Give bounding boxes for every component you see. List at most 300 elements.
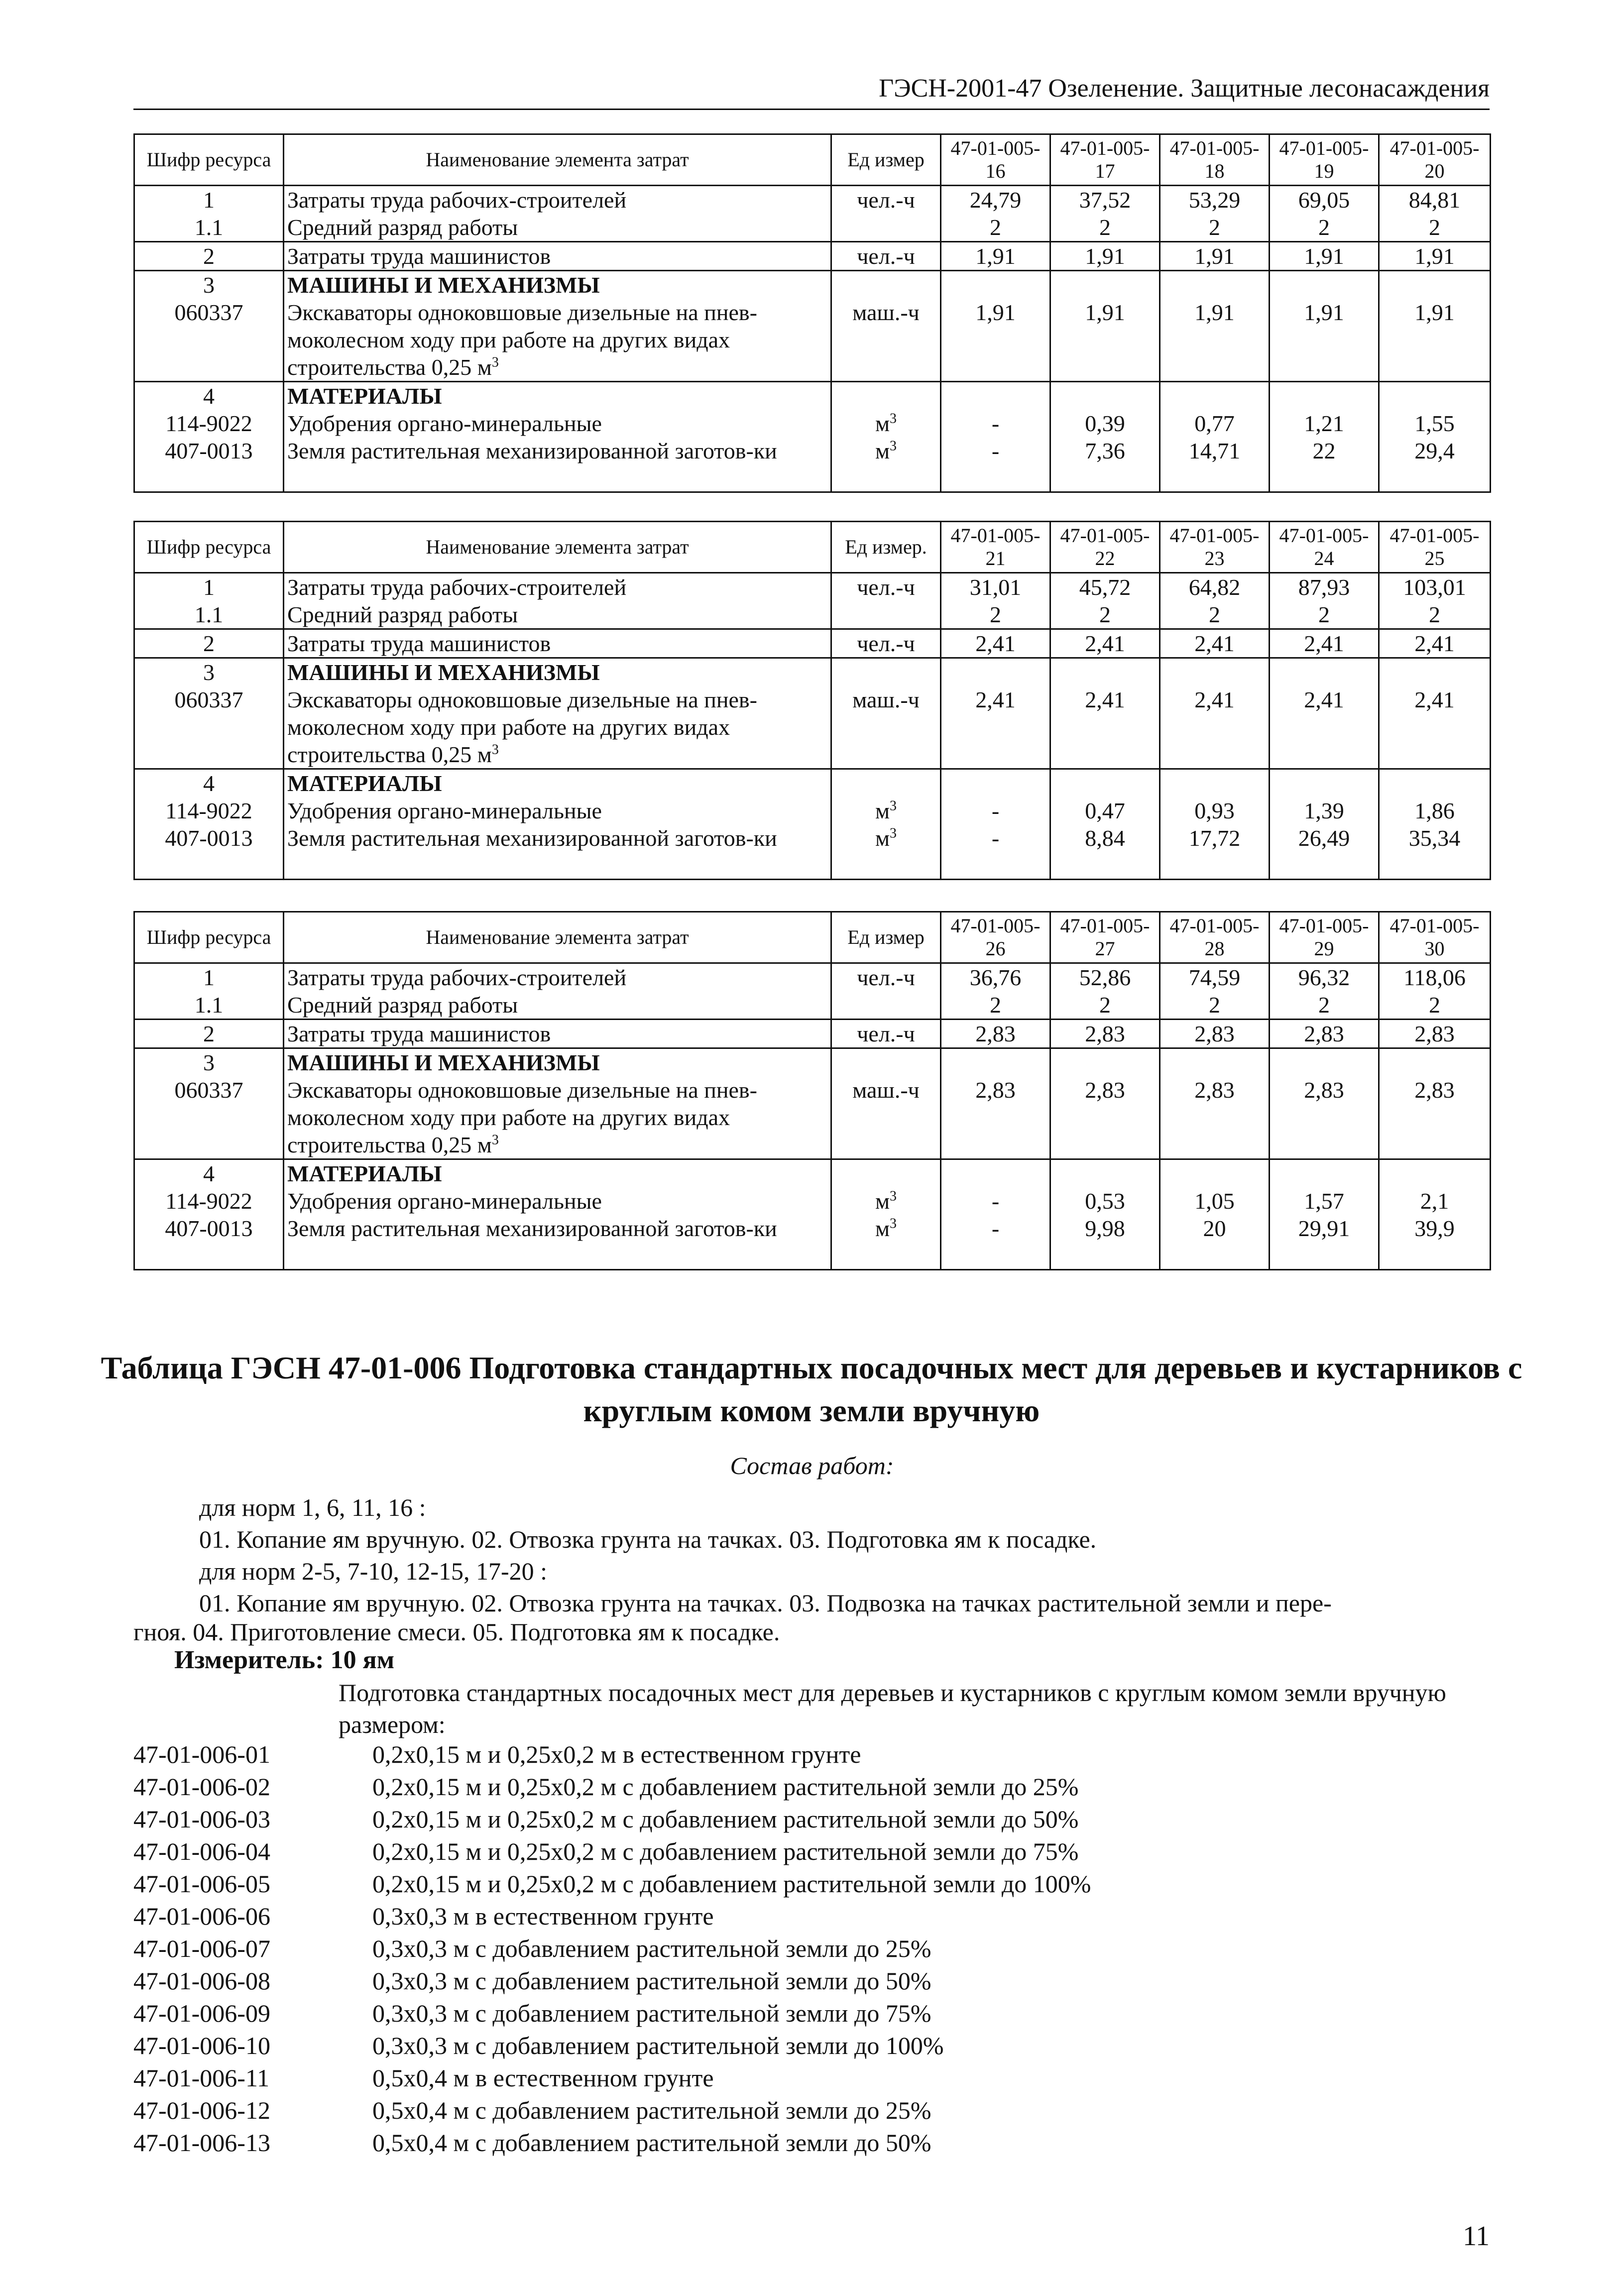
norm-text: 0,3х0,3 м с добавлением растительной земли до 25%: [372, 1935, 931, 1962]
machine-value: 2,41: [941, 686, 1050, 769]
materials-heading-value: [941, 1159, 1050, 1188]
machines-heading-row: [134, 658, 1491, 686]
resource-table: [133, 911, 1491, 1270]
materials-heading-row: [134, 769, 1491, 798]
labor-value: 37,52: [1050, 186, 1160, 214]
norm-code: 47-01-006-11: [133, 2064, 270, 2092]
table-header-row: [134, 134, 1491, 186]
superscript: 3: [890, 1188, 897, 1204]
norm-text: 0,3х0,3 м с добавлением растительной земли до 50%: [372, 1967, 931, 1995]
material-2-value: 14,71: [1160, 437, 1270, 492]
material-1-value: 1,57: [1270, 1187, 1379, 1215]
materials-heading-value: [1050, 1159, 1160, 1188]
machine-value: 1,91: [1160, 299, 1270, 382]
materials-heading-value: [941, 769, 1050, 798]
grade-value: 2: [1160, 601, 1270, 629]
machines-heading-value: [1160, 1048, 1270, 1077]
composition-group2-label: для норм 2-5, 7-10, 12-15, 17-20 :: [199, 1557, 548, 1585]
grade-code: 1.1: [134, 601, 284, 629]
grade-row: [134, 601, 1491, 629]
machines-heading-value: [1270, 1048, 1379, 1077]
material-2-value: 29,4: [1379, 437, 1491, 492]
composition-heading: Состав работ:: [730, 1452, 894, 1480]
header-norm-code: 47-01-005-22: [1050, 522, 1160, 573]
machine-value: 2,83: [941, 1076, 1050, 1159]
material-2-value: -: [941, 437, 1050, 492]
drivers-value: 2,83: [1160, 1020, 1270, 1048]
norm-row: [133, 1997, 1503, 2030]
drivers-row: [134, 1020, 1491, 1048]
material-2-value: 22: [1270, 437, 1379, 492]
header-norm-code: 47-01-005-18: [1160, 134, 1270, 186]
header-norm-code: 47-01-005-25: [1379, 522, 1491, 573]
material-1-value: 0,77: [1160, 410, 1270, 437]
machine-value: 2,41: [1270, 686, 1379, 769]
material-2-value: 29,91: [1270, 1215, 1379, 1269]
material-2-code: 407-0013: [134, 437, 284, 492]
drivers-value: 2,41: [1379, 629, 1491, 658]
machines-heading-value: [1050, 271, 1160, 299]
material-2-name: Земля растительная механизированной заготов-ки: [284, 437, 831, 492]
material-1-value: 1,21: [1270, 410, 1379, 437]
materials-heading-value: [1160, 382, 1270, 410]
machine-value: 2,83: [1160, 1076, 1270, 1159]
material-2-value: 8,84: [1050, 824, 1160, 879]
norm-row: [133, 1900, 1503, 1933]
material-2-value: 7,36: [1050, 437, 1160, 492]
composition-group1-label: для норм 1, 6, 11, 16 :: [199, 1493, 426, 1521]
materials-heading-value: [1270, 769, 1379, 798]
labor-value: 64,82: [1160, 573, 1270, 601]
machines-heading-unit: [831, 1048, 941, 1077]
header-norm-code: 47-01-005-27: [1050, 912, 1160, 963]
grade-value: 2: [1160, 214, 1270, 242]
machines-heading-value: [941, 1048, 1050, 1077]
header-unit: Ед измер: [831, 134, 941, 186]
machine-value: 2,41: [1160, 686, 1270, 769]
material-2-value: 26,49: [1270, 824, 1379, 879]
drivers-row: [134, 629, 1491, 658]
material-1-value: 1,86: [1379, 797, 1491, 824]
material-2-name: Земля растительная механизированной заготов-ки: [284, 1215, 831, 1269]
labor-value: 36,76: [941, 963, 1050, 992]
materials-heading-value: [1379, 382, 1491, 410]
grade-value: 2: [1050, 991, 1160, 1020]
grade-value: 2: [1050, 601, 1160, 629]
superscript: 3: [890, 825, 897, 841]
machines-heading-name: МАШИНЫ И МЕХАНИЗМЫ: [284, 1048, 831, 1077]
labor-name: Затраты труда рабочих-строителей: [284, 186, 831, 214]
materials-heading-value: [1270, 1159, 1379, 1188]
norm-row: [133, 2062, 1503, 2094]
machines-heading-unit: [831, 271, 941, 299]
grade-value: 2: [1379, 991, 1491, 1020]
labor-name: Затраты труда рабочих-строителей: [284, 573, 831, 601]
grade-value: 2: [1270, 214, 1379, 242]
superscript: 3: [890, 438, 897, 454]
materials-heading-code: 4: [134, 1159, 284, 1188]
material-1-row: [134, 797, 1491, 824]
header-rule: [133, 109, 1490, 110]
material-1-code: 114-9022: [134, 410, 284, 437]
header-name: Наименование элемента затрат: [284, 134, 831, 186]
drivers-code: 2: [134, 1020, 284, 1048]
materials-heading-unit: [831, 769, 941, 798]
machines-heading-code: 3: [134, 271, 284, 299]
machine-value: 1,91: [941, 299, 1050, 382]
norm-row: [133, 1738, 1503, 1771]
material-1-value: -: [941, 1187, 1050, 1215]
machine-row: [134, 686, 1491, 769]
grade-unit: [831, 991, 941, 1020]
labor-unit: чел.-ч: [831, 573, 941, 601]
norm-code: 47-01-006-13: [133, 2129, 270, 2157]
drivers-value: 2,41: [941, 629, 1050, 658]
norm-code: 47-01-006-08: [133, 1967, 270, 1995]
material-2-code: 407-0013: [134, 824, 284, 879]
grade-value: 2: [1160, 991, 1270, 1020]
labor-row: [134, 963, 1491, 992]
header-norm-code: 47-01-005-16: [941, 134, 1050, 186]
drivers-value: 2,41: [1050, 629, 1160, 658]
labor-value: 69,05: [1270, 186, 1379, 214]
grade-code: 1.1: [134, 214, 284, 242]
header-norm-code: 47-01-005-17: [1050, 134, 1160, 186]
grade-value: 2: [1379, 214, 1491, 242]
machines-heading-code: 3: [134, 1048, 284, 1077]
labor-unit: чел.-ч: [831, 963, 941, 992]
grade-value: 2: [1379, 601, 1491, 629]
material-2-value: 9,98: [1050, 1215, 1160, 1269]
norm-code: 47-01-006-07: [133, 1935, 270, 1962]
superscript: 3: [491, 742, 499, 758]
norm-row: [133, 1835, 1503, 1868]
machines-heading-value: [941, 658, 1050, 686]
header-norm-code: 47-01-005-19: [1270, 134, 1379, 186]
header-norm-code: 47-01-005-23: [1160, 522, 1270, 573]
resource-table: [133, 133, 1491, 493]
grade-value: 2: [941, 601, 1050, 629]
header-norm-code: 47-01-005-28: [1160, 912, 1270, 963]
material-1-value: 0,39: [1050, 410, 1160, 437]
machine-value: 1,91: [1379, 299, 1491, 382]
machines-heading-value: [1379, 271, 1491, 299]
header-name: Наименование элемента затрат: [284, 522, 831, 573]
norm-text: 0,3х0,3 м в естественном грунте: [372, 1902, 714, 1930]
machines-heading-row: [134, 1048, 1491, 1077]
norm-code: 47-01-006-09: [133, 1999, 270, 2027]
labor-value: 96,32: [1270, 963, 1379, 992]
labor-code: 1: [134, 573, 284, 601]
norm-text: 0,2х0,15 м и 0,25х0,2 м с добавлением растительной земли до 100%: [372, 1870, 1091, 1898]
material-1-value: 1,55: [1379, 410, 1491, 437]
grade-row: [134, 991, 1491, 1020]
grade-row: [134, 214, 1491, 242]
material-2-row: [134, 824, 1491, 879]
norm-code: 47-01-006-06: [133, 1902, 270, 1930]
material-2-unit: $м^3$: [831, 437, 941, 492]
material-1-value: 0,53: [1050, 1187, 1160, 1215]
machines-heading-value: [1050, 658, 1160, 686]
meter: Измеритель: 10 ям: [174, 1646, 395, 1674]
machines-heading-name: МАШИНЫ И МЕХАНИЗМЫ: [284, 271, 831, 299]
machine-unit: маш.-ч: [831, 1076, 941, 1159]
drivers-unit: чел.-ч: [831, 629, 941, 658]
machines-heading-value: [1160, 658, 1270, 686]
drivers-value: 2,83: [941, 1020, 1050, 1048]
norm-row: [133, 1868, 1503, 1900]
material-1-value: -: [941, 797, 1050, 824]
labor-value: 118,06: [1379, 963, 1491, 992]
material-2-value: -: [941, 824, 1050, 879]
machines-heading-value: [1379, 1048, 1491, 1077]
drivers-value: 1,91: [1270, 242, 1379, 271]
resource-table: [133, 521, 1491, 880]
machine-value: 2,41: [1050, 686, 1160, 769]
header-code: Шифр ресурса: [134, 912, 284, 963]
machine-value: 1,91: [1270, 299, 1379, 382]
materials-heading-unit: [831, 382, 941, 410]
drivers-row: [134, 242, 1491, 271]
material-2-row: [134, 437, 1491, 492]
norm-code: 47-01-006-10: [133, 2032, 270, 2059]
header-unit: Ед измер.: [831, 522, 941, 573]
machine-row: [134, 1076, 1491, 1159]
machine-code: 060337: [134, 299, 284, 382]
machine-name: Экскаваторы одноковшовые дизельные на пнев-моколесном ходу при работе на других видах строительства 0,25 $м^3$: [284, 1076, 831, 1159]
drivers-code: 2: [134, 242, 284, 271]
drivers-value: 2,83: [1050, 1020, 1160, 1048]
header-name: Наименование элемента затрат: [284, 912, 831, 963]
machines-heading-value: [941, 271, 1050, 299]
header-code: Шифр ресурса: [134, 134, 284, 186]
drivers-code: 2: [134, 629, 284, 658]
table-title: Таблица ГЭСН 47-01-006 Подготовка стандартных посадочных мест для деревьев и кустарников с круглым комом земли вручную: [101, 1350, 1522, 1428]
machine-value: 2,83: [1379, 1076, 1491, 1159]
norm-code: 47-01-006-05: [133, 1870, 270, 1898]
header-norm-code: 47-01-005-26: [941, 912, 1050, 963]
material-1-code: 114-9022: [134, 1187, 284, 1215]
machine-row: [134, 299, 1491, 382]
superscript: 3: [491, 354, 499, 370]
drivers-value: 2,41: [1160, 629, 1270, 658]
drivers-value: 2,83: [1379, 1020, 1491, 1048]
machine-value: 1,91: [1050, 299, 1160, 382]
labor-value: 53,29: [1160, 186, 1270, 214]
drivers-value: 1,91: [1160, 242, 1270, 271]
header-norm-code: 47-01-005-24: [1270, 522, 1379, 573]
material-1-value: 0,93: [1160, 797, 1270, 824]
machine-name: Экскаваторы одноковшовые дизельные на пнев-моколесном ходу при работе на других видах строительства 0,25 $м^3$: [284, 299, 831, 382]
composition-group2-text-line2: гноя. 04. Приготовление смеси. 05. Подготовка ям к посадке.: [133, 1618, 780, 1646]
labor-value: 52,86: [1050, 963, 1160, 992]
materials-heading-value: [1379, 769, 1491, 798]
materials-heading-name: МАТЕРИАЛЫ: [284, 382, 831, 410]
labor-code: 1: [134, 963, 284, 992]
norm-text: 0,2х0,15 м и 0,25х0,2 м с добавлением растительной земли до 75%: [372, 1837, 1079, 1865]
labor-name: Затраты труда рабочих-строителей: [284, 963, 831, 992]
header-norm-code: 47-01-005-20: [1379, 134, 1491, 186]
norm-row: [133, 2030, 1503, 2062]
machine-value: 2,41: [1379, 686, 1491, 769]
norm-text: 0,5х0,4 м с добавлением растительной земли до 50%: [372, 2129, 931, 2157]
labor-code: 1: [134, 186, 284, 214]
labor-value: 84,81: [1379, 186, 1491, 214]
material-1-value: -: [941, 410, 1050, 437]
materials-heading-value: [1270, 382, 1379, 410]
norm-row: [133, 2127, 1503, 2159]
labor-value: 24,79: [941, 186, 1050, 214]
header-code: Шифр ресурса: [134, 522, 284, 573]
header-norm-code: 47-01-005-30: [1379, 912, 1491, 963]
material-1-row: [134, 1187, 1491, 1215]
labor-row: [134, 186, 1491, 214]
materials-heading-code: 4: [134, 769, 284, 798]
norm-code: 47-01-006-02: [133, 1773, 270, 1801]
material-1-unit: $м^3$: [831, 1187, 941, 1215]
drivers-value: 1,91: [1379, 242, 1491, 271]
norm-row: [133, 1965, 1503, 1997]
drivers-name: Затраты труда машинистов: [284, 242, 831, 271]
header-norm-code: 47-01-005-21: [941, 522, 1050, 573]
material-1-row: [134, 410, 1491, 437]
material-2-unit: $м^3$: [831, 824, 941, 879]
material-1-unit: $м^3$: [831, 797, 941, 824]
material-1-name: Удобрения органо-минеральные: [284, 797, 831, 824]
norm-text: 0,3х0,3 м с добавлением растительной земли до 100%: [372, 2032, 944, 2059]
grade-name: Средний разряд работы: [284, 214, 831, 242]
material-2-value: 39,9: [1379, 1215, 1491, 1269]
labor-row: [134, 573, 1491, 601]
materials-heading-row: [134, 1159, 1491, 1188]
machine-code: 060337: [134, 1076, 284, 1159]
norm-code: 47-01-006-12: [133, 2096, 270, 2124]
material-2-name: Земля растительная механизированной заготов-ки: [284, 824, 831, 879]
grade-value: 2: [1270, 601, 1379, 629]
machines-heading-value: [1160, 271, 1270, 299]
drivers-value: 1,91: [1050, 242, 1160, 271]
norms-description: Подготовка стандартных посадочных мест для деревьев и кустарников с круглым комом земли вручную размером:: [339, 1679, 1446, 1738]
machines-heading-value: [1050, 1048, 1160, 1077]
material-2-unit: $м^3$: [831, 1215, 941, 1269]
norm-code: 47-01-006-03: [133, 1805, 270, 1833]
norm-text: 0,3х0,3 м с добавлением растительной земли до 75%: [372, 1999, 931, 2027]
norm-code: 47-01-006-04: [133, 1837, 270, 1865]
machine-value: 2,83: [1270, 1076, 1379, 1159]
header-unit: Ед измер: [831, 912, 941, 963]
material-2-row: [134, 1215, 1491, 1269]
labor-value: 45,72: [1050, 573, 1160, 601]
norm-row: [133, 2094, 1503, 2127]
superscript: 3: [890, 411, 897, 427]
materials-heading-value: [1379, 1159, 1491, 1188]
grade-value: 2: [1270, 991, 1379, 1020]
labor-value: 74,59: [1160, 963, 1270, 992]
materials-heading-name: МАТЕРИАЛЫ: [284, 769, 831, 798]
material-2-value: -: [941, 1215, 1050, 1269]
machine-code: 060337: [134, 686, 284, 769]
drivers-unit: чел.-ч: [831, 1020, 941, 1048]
composition-group2-text-line1: 01. Копание ям вручную. 02. Отвозка грунта на тачках. 03. Подвозка на тачках растительной земли и пере-: [199, 1589, 1332, 1617]
materials-heading-row: [134, 382, 1491, 410]
grade-unit: [831, 214, 941, 242]
grade-unit: [831, 601, 941, 629]
materials-heading-value: [941, 382, 1050, 410]
norm-text: 0,2х0,15 м и 0,25х0,2 м с добавлением растительной земли до 50%: [372, 1805, 1079, 1833]
drivers-name: Затраты труда машинистов: [284, 1020, 831, 1048]
material-1-name: Удобрения органо-минеральные: [284, 1187, 831, 1215]
materials-heading-name: МАТЕРИАЛЫ: [284, 1159, 831, 1188]
machines-heading-value: [1270, 658, 1379, 686]
material-1-name: Удобрения органо-минеральные: [284, 410, 831, 437]
grade-name: Средний разряд работы: [284, 991, 831, 1020]
norm-text: 0,2х0,15 м и 0,25х0,2 м с добавлением растительной земли до 25%: [372, 1773, 1079, 1801]
machines-heading-unit: [831, 658, 941, 686]
labor-unit: чел.-ч: [831, 186, 941, 214]
grade-code: 1.1: [134, 991, 284, 1020]
materials-heading-value: [1160, 1159, 1270, 1188]
machine-name: Экскаваторы одноковшовые дизельные на пнев-моколесном ходу при работе на других видах строительства 0,25 $м^3$: [284, 686, 831, 769]
grade-name: Средний разряд работы: [284, 601, 831, 629]
labor-value: 31,01: [941, 573, 1050, 601]
drivers-unit: чел.-ч: [831, 242, 941, 271]
machines-heading-value: [1270, 271, 1379, 299]
labor-value: 87,93: [1270, 573, 1379, 601]
grade-value: 2: [1050, 214, 1160, 242]
machine-value: 2,83: [1050, 1076, 1160, 1159]
machines-heading-value: [1379, 658, 1491, 686]
materials-heading-unit: [831, 1159, 941, 1188]
material-2-value: 20: [1160, 1215, 1270, 1269]
norm-row: [133, 1771, 1503, 1803]
materials-heading-value: [1050, 382, 1160, 410]
material-1-value: 1,05: [1160, 1187, 1270, 1215]
materials-heading-value: [1050, 769, 1160, 798]
machines-heading-name: МАШИНЫ И МЕХАНИЗМЫ: [284, 658, 831, 686]
labor-value: 103,01: [1379, 573, 1491, 601]
machine-unit: маш.-ч: [831, 299, 941, 382]
material-1-unit: $м^3$: [831, 410, 941, 437]
drivers-value: 1,91: [941, 242, 1050, 271]
drivers-value: 2,41: [1270, 629, 1379, 658]
material-1-value: 2,1: [1379, 1187, 1491, 1215]
machines-heading-row: [134, 271, 1491, 299]
table-header-row: [134, 522, 1491, 573]
material-2-code: 407-0013: [134, 1215, 284, 1269]
superscript: 3: [491, 1132, 499, 1148]
table-header-row: [134, 912, 1491, 963]
running-header: ГЭСН-2001-47 Озеленение. Защитные лесонасаждения: [879, 74, 1490, 103]
norms-list: [133, 1738, 1503, 2159]
material-1-value: 1,39: [1270, 797, 1379, 824]
machine-unit: маш.-ч: [831, 686, 941, 769]
superscript: 3: [890, 798, 897, 814]
header-norm-code: 47-01-005-29: [1270, 912, 1379, 963]
superscript: 3: [890, 1216, 897, 1232]
material-1-code: 114-9022: [134, 797, 284, 824]
norm-text: 0,5х0,4 м в естественном грунте: [372, 2064, 714, 2092]
norm-code: 47-01-006-01: [133, 1740, 270, 1768]
page-number: 11: [1463, 2221, 1490, 2252]
grade-value: 2: [941, 214, 1050, 242]
machines-heading-code: 3: [134, 658, 284, 686]
drivers-value: 2,83: [1270, 1020, 1379, 1048]
norm-text: 0,2х0,15 м и 0,25х0,2 м в естественном грунте: [372, 1740, 861, 1768]
materials-heading-value: [1160, 769, 1270, 798]
material-1-value: 0,47: [1050, 797, 1160, 824]
norm-text: 0,5х0,4 м с добавлением растительной земли до 25%: [372, 2096, 931, 2124]
norm-row: [133, 1803, 1503, 1835]
